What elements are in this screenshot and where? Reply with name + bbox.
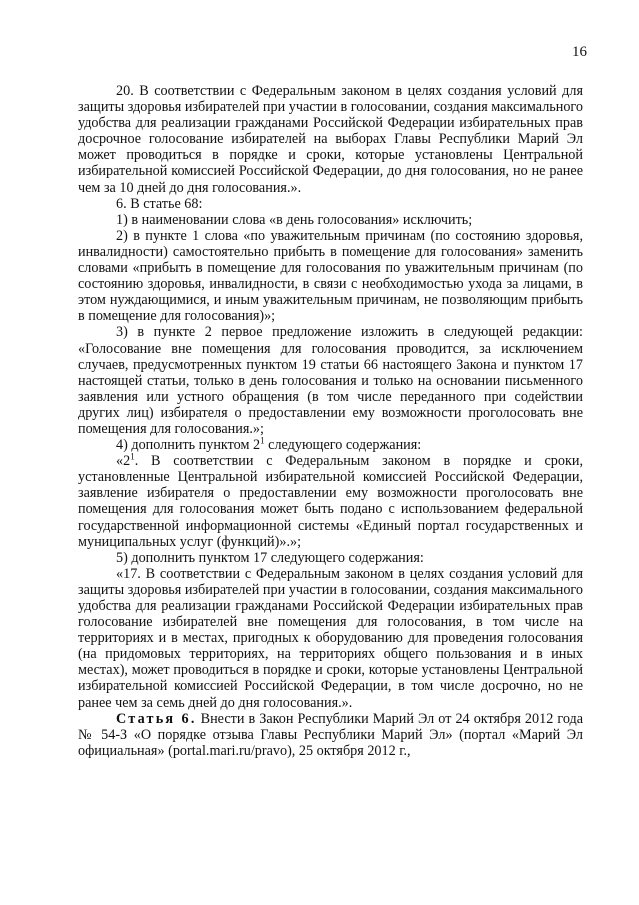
item-2-1-open: «2: [116, 453, 131, 470]
subitem-4-superscript: 1: [260, 435, 265, 446]
subitem-4-after: следующего содержания:: [264, 437, 422, 454]
paragraph-article-6: [78, 711, 583, 759]
paragraph-item-17-text: «17. В соответствии с Федеральным законом в целях создания условий для защиты здоровья избирателей при участии в голосовании, создания максимального удобства для реализации гражданами Российской Федерации избирательных прав голосование избирателей вне помещения для голосования, в том числе на территориях и в местах, пригодных к оборудованию для проведения голосования (на придомовых территориях, на территориях общего пользования и в иных местах), может проводиться в порядке и сроки, которые установлены Центральной избирательной комиссией Российской Федерации, в том числе досрочно, но не ранее чем за семь дней до дня голосования.».: [78, 565, 583, 711]
paragraph-subitem-2: 2) в пункте 1 слова «по уважительным причинам (по состоянию здоровья, инвалидности) самостоятельно прибыть в помещение для голосования» заменить словами «прибыть в помещение для голосования по уважительным причинам (по состоянию здоровья, инвалидности, в связи с необходимостью ухода за лицами, в этом нуждающимися, и иным уважительным причинам, не позволяющим прибыть в помещение для голосования)»;: [78, 227, 583, 325]
page-number: 16: [572, 44, 587, 60]
item-2-1-superscript: 1: [130, 451, 135, 462]
item-2-1-rest: . В соответствии с Федеральным законом в порядке и сроки, установленные Центральной избирательной комиссией Российской Федерации, заявление избирателя о предоставлении ему возможности проголосовать вне помещения для голосования может быть подано с использованием федеральной государственной информационной системы «Единый портал государственных и муниципальных услуг (функций)».»;: [78, 453, 583, 550]
paragraph-subitem-4: [78, 437, 583, 453]
paragraph-subitem-1: 1) в наименовании слова «в день голосования» исключить;: [116, 211, 473, 228]
article-6-heading: Статья 6.: [116, 710, 197, 727]
paragraph-subitem-5: 5) дополнить пунктом 17 следующего содержания:: [116, 549, 424, 566]
paragraph-item-2-1-text: [78, 453, 583, 550]
subitem-4-before: 4) дополнить пунктом 2: [116, 437, 261, 454]
document-body: [78, 83, 583, 759]
paragraph-article-68-heading: 6. В статье 68:: [116, 195, 203, 212]
article-6-text: Внести в Закон Республики Марий Эл от 24 октября 2012 года № 54-З «О порядке отзыва Главы Республики Марий Эл» (портал «Марий Эл официальная» (portal.mari.ru/pravo), 25 октября 2012 г.,: [78, 710, 584, 759]
paragraph-subitem-3: 3) в пункте 2 первое предложение изложить в следующей редакции: «Голосование вне помещения для голосования проводится, за исключением случаев, предусмотренных пунктом 19 статьи 66 настоящего Закона и пунктом 17 настоящей статьи, только в день голосования и только на основании письменного заявления или устного обращения (в том числе переданного при содействии других лиц) избирателя о предоставлении ему возможности проголосовать вне помещения для голосования.»;: [78, 324, 583, 437]
paragraph-item-20: 20. В соответствии с Федеральным законом в целях создания условий для защиты здоровья избирателей при участии в голосовании, создания максимального удобства для реализации гражданами Российской Федерации избирательных прав досрочное голосование избирателей на выборах Главы Республики Марий Эл может проводиться в порядке и сроки, которые установлены Центральной избирательной комиссией Российской Федерации, до дня голосования, но не ранее чем за 10 дней до дня голосования.».: [78, 83, 583, 196]
